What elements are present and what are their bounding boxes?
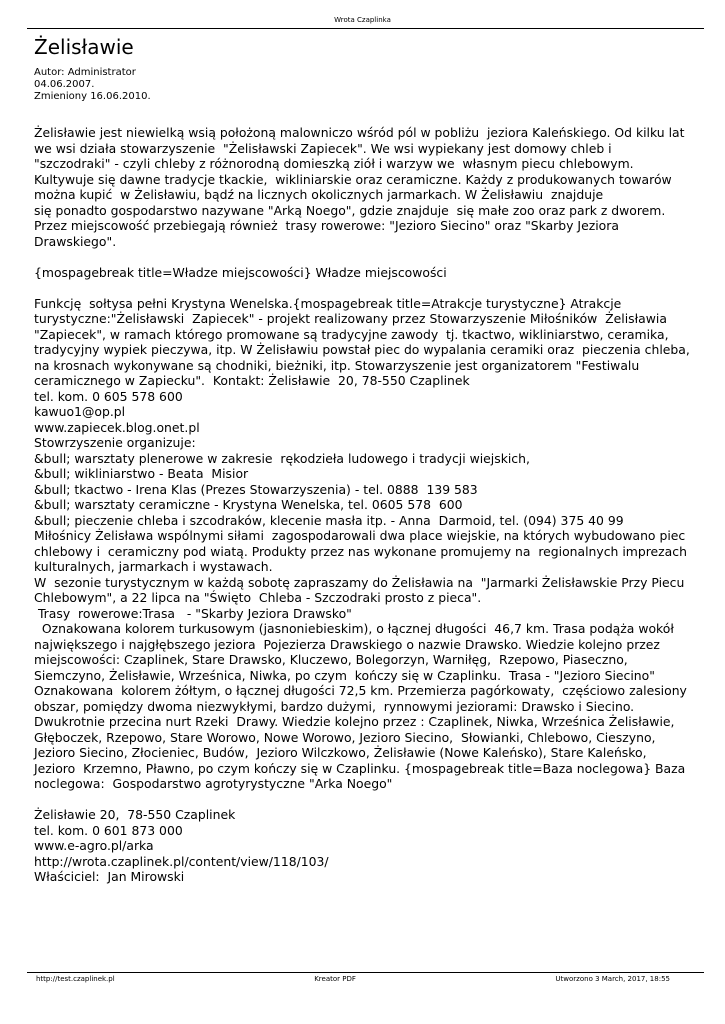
- text-line: &bull; warsztaty ceramiczne - Krystyna Wenelska, tel. 0605 578 600: [34, 497, 463, 512]
- text-line: obszar, pomiędzy dwoma niezwykłymi, bardzo dużymi, rynnowymi jeziorami: Drawsko i Siecino.: [34, 698, 635, 714]
- text-line: można kupić w Żelisławiu, bądź na licznych okolicznych jarmarkach. W Żelisławiu znajduje: [34, 187, 604, 202]
- page-footer: [36, 975, 670, 983]
- text-line: Drawskiego".: [34, 233, 117, 249]
- text-line: na krosnach wykonywane są chodniki, bieżniki, itp. Stowarzyszenie jest organizatorem "Festiwalu: [34, 357, 640, 373]
- text-line: Właściciel: Jan Mirowski: [34, 869, 185, 884]
- text-line: Stowrzyszenie organizuje:: [34, 435, 196, 450]
- text-line: Funkcję sołtysa pełni Krystyna Wenelska.{mospagebreak title=Atrakcje turystyczne} Atrakcje: [34, 295, 622, 311]
- text-line: Jezioro Siecino, Złocieniec, Budów, Jezioro Wilczkowo, Żelisławie (Nowe Kaleńsko), Stare Kaleńsko,: [34, 745, 647, 760]
- running-header: Wrota Czaplinka: [334, 16, 391, 24]
- header-divider: [27, 28, 704, 29]
- text-line: Żelisławie 20, 78-550 Czaplinek: [34, 807, 236, 822]
- text-line: Głęboczek, Rzepowo, Stare Worowo, Nowe Worowo, Jezioro Siecino, Słowianki, Chlebowo, Cieszyno,: [34, 729, 656, 745]
- text-line: kulturalnych, jarmarkach i wystawach.: [34, 559, 273, 574]
- text-line: tel. kom. 0 601 873 000: [34, 822, 183, 838]
- text-line: we wsi działa stowarzyszenie "Żelisławski Zapiecek". We wsi wypiekany jest domowy chleb i: [34, 140, 612, 156]
- text-line: noclegowa: Gospodarstwo agrotyrystyczne "Arka Noego": [34, 776, 393, 791]
- text-line: turystyczne:"Żelisławski Zapiecek" - projekt realizowany przez Stowarzyszenie Miłośników Żelisławia: [34, 311, 667, 326]
- text-line: się ponadto gospodarstwo nazywane "Arką Noego", gdzie znajduje się małe zoo oraz park z dworem.: [34, 202, 666, 218]
- text-line: www.zapiecek.blog.onet.pl: [34, 419, 200, 435]
- text-line: &bull; tkactwo - Irena Klas (Prezes Stowarzyszenia) - tel. 0888 139 583: [34, 481, 478, 497]
- text-line: największego i najgłębszego jeziora Pojezierza Drawskiego o nazwie Drawsko. Wiedzie kolejno przez: [34, 636, 660, 652]
- text-line: W sezonie turystycznym w każdą sobotę zapraszamy do Żelisławia na "Jarmarki Żelisławskie Przy Piecu: [34, 574, 685, 590]
- created-date: 04.06.2007.: [34, 79, 95, 90]
- text-line: Oznakowana kolorem żółtym, o łącznej długości 72,5 km. Przemierza pagórkowaty, częściowo zalesiony: [34, 683, 687, 698]
- text-line: Trasy rowerowe:Trasa - "Skarby Jeziora Drawsko": [34, 605, 352, 621]
- text-line: Dwukrotnie przecina nurt Rzeki Drawy. Wiedzie kolejno przez : Czaplinek, Niwka, Wrześnica Żelisławie,: [34, 714, 675, 729]
- text-line: miejscowości: Czaplinek, Stare Drawsko, Kluczewo, Bolegorzyn, Warniłęg, Rzepowo, Piaseczno,: [34, 652, 628, 667]
- text-line: "Zapiecek", w ramach którego promowane są tradycyjne zawody tj. tkactwo, wikliniarstwo, ceramika,: [34, 326, 669, 342]
- text-line: Przez miejscowość przebiegają również trasy rowerowe: "Jezioro Siecino" oraz "Skarby Jeziora: [34, 218, 619, 233]
- text-line: Oznakowana kolorem turkusowym (jasnoniebieskim), o łącznej długości 46,7 km. Trasa podąża wokół: [34, 621, 674, 636]
- footer-divider: [27, 972, 704, 973]
- text-line: &bull; warsztaty plenerowe w zakresie rękodzieła ludowego i tradycji wiejskich,: [34, 450, 530, 466]
- text-line: tradycyjny wypiek pieczywa, itp. W Żelisławiu powstał piec do wypalania ceramiki oraz pieczenia chleba,: [34, 342, 690, 357]
- text-line: tel. kom. 0 605 578 600: [34, 388, 183, 404]
- text-line: {mospagebreak title=Władze miejscowości} Władze miejscowości: [34, 264, 447, 280]
- article-body: [34, 125, 704, 885]
- text-line: &bull; pieczenie chleba i szcodraków, klecenie masła itp. - Anna Darmoid, tel. (094) 375 40 99: [34, 512, 624, 528]
- article-title: Żelisławie: [34, 35, 134, 59]
- text-line: www.e-agro.pl/arka: [34, 838, 154, 853]
- text-line: Miłośnicy Żelisława wspólnymi siłami zagospodarowali dwa place wiejskie, na których wybudowano piec: [34, 528, 686, 543]
- text-line: "szczodraki" - czyli chleby z różnorodną domieszką ziół i warzyw we własnym piecu chlebowym.: [34, 156, 634, 171]
- footer-generator: Kreator PDF: [314, 975, 356, 983]
- text-line: Chlebowym", a 22 lipca na "Święto Chleba - Szczodraki prosto z pieca".: [34, 590, 482, 605]
- paragraph-attractions: [34, 296, 704, 792]
- article-meta: [34, 67, 151, 103]
- footer-url: http://test.czaplinek.pl: [36, 975, 115, 983]
- text-line: Siemczyno, Żelisławie, Wrześnica, Niwka, po czym kończy się w Czaplinku. Trasa - "Jezioro Siecino": [34, 667, 655, 683]
- author-line: Autor: Administrator: [34, 67, 136, 78]
- paragraph-intro: [34, 125, 704, 249]
- text-line: http://wrota.czaplinek.pl/content/view/118/103/: [34, 853, 329, 869]
- footer-created: Utworzono 3 March, 2017, 18:55: [555, 975, 670, 983]
- text-line: ceramicznego w Zapiecku". Kontakt: Żelisławie 20, 78-550 Czaplinek: [34, 373, 470, 388]
- text-line: chlebowy i ceramiczny pod wiatą. Produkty przez nas wykonane promujemy na regionalnych imprezach: [34, 543, 687, 559]
- text-line: Kultywuje się dawne tradycje tkackie, wikliniarskie oraz ceramiczne. Każdy z produkowanych towarów: [34, 171, 672, 187]
- text-line: &bull; wikliniarstwo - Beata Misior: [34, 466, 249, 481]
- modified-date: Zmieniony 16.06.2010.: [34, 91, 151, 102]
- paragraph-authorities: [34, 265, 704, 281]
- paragraph-contact: [34, 807, 704, 885]
- text-line: kawuo1@op.pl: [34, 404, 126, 419]
- text-line: Jezioro Krzemno, Pławno, po czym kończy się w Czaplinku. {mospagebreak title=Baza noclegowa} Baza: [34, 760, 686, 776]
- text-line: Żelisławie jest niewielką wsią położoną malowniczo wśród pól w pobliżu jeziora Kaleńskiego. Od kilku lat: [34, 125, 685, 140]
